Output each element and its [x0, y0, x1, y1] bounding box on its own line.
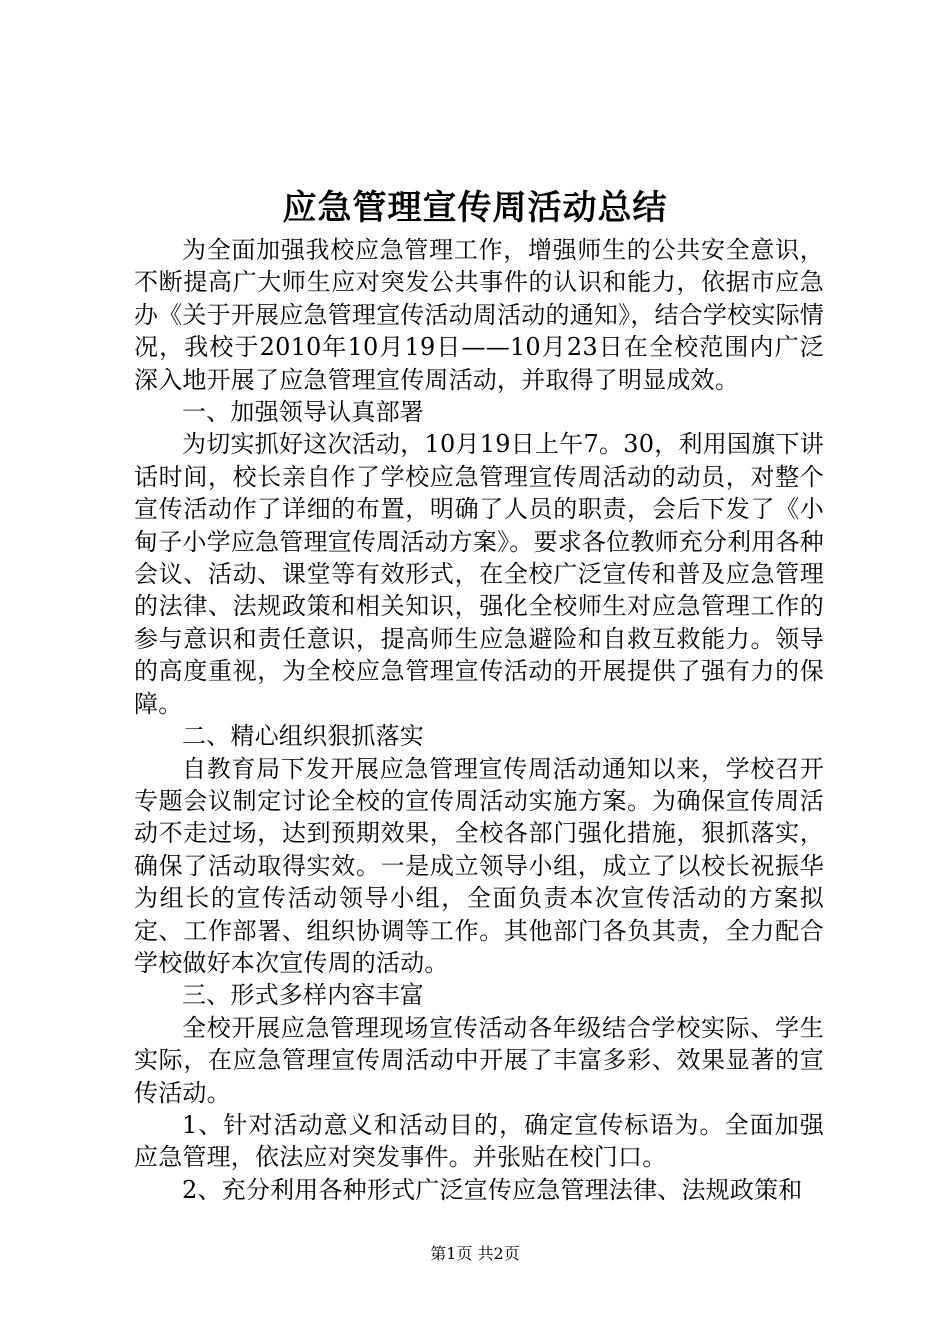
list-item-1: 1、针对活动意义和活动目的，确定宣传标语为。全面加强应急管理，依法应对突发事件。并张贴在校门口。	[134, 1110, 824, 1172]
paragraph-section-1: 为切实抓好这次活动，10月19日上午7。30，利用国旗下讲话时间，校长亲自作了学校应急管理宣传周活动的动员，对整个宣传活动作了详细的布置，明确了人员的职责，会后下发了《小甸子小学应急管理宣传周活动方案》。要求各位教师充分利用各种会议、活动、课堂等有效形式，在全校广泛宣传和普及应急管理的法律、法规政策和相关知识，强化全校师生对应急管理工作的参与意识和责任意识，提高师生应急避险和自救互救能力。领导的高度重视，为全校应急管理宣传活动的开展提供了强有力的保障。	[134, 430, 824, 718]
section-heading-2: 二、精心组织狠抓落实	[182, 722, 424, 751]
section-heading-1: 一、加强领导认真部署	[182, 398, 424, 427]
paragraph-intro: 为全面加强我校应急管理工作，增强师生的公共安全意识，不断提高广大师生应对突发公共事件的认识和能力，依据市应急办《关于开展应急管理宣传活动周活动的通知》，结合学校实际情况，我校于2010年10月19日——10月23日在全校范围内广泛深入地开展了应急管理宣传周活动，并取得了明显成效。	[134, 236, 824, 394]
document-title: 应急管理宣传周活动总结	[282, 188, 668, 228]
paragraph-section-3: 全校开展应急管理现场宣传活动各年级结合学校实际、学生实际，在应急管理宣传周活动中开展了丰富多彩、效果显著的宣传活动。	[134, 1013, 824, 1107]
paragraph-section-2: 自教育局下发开展应急管理宣传周活动通知以来，学校召开专题会议制定讨论全校的宣传周活动实施方案。为确保宣传周活动不走过场，达到预期效果，全校各部门强化措施，狠抓落实，确保了活动取得实效。一是成立领导小组，成立了以校长祝振华为组长的宣传活动领导小组，全面负责本次宣传活动的方案拟定、工作部署、组织协调等工作。其他部门各负其责，全力配合学校做好本次宣传周的活动。	[134, 754, 824, 977]
list-item-2: 2、充分利用各种形式广泛宣传应急管理法律、法规政策和	[182, 1175, 803, 1204]
page-number-footer: 第1页 共2页	[430, 1244, 520, 1263]
section-heading-3: 三、形式多样内容丰富	[182, 981, 424, 1010]
document-body	[134, 234, 824, 1206]
